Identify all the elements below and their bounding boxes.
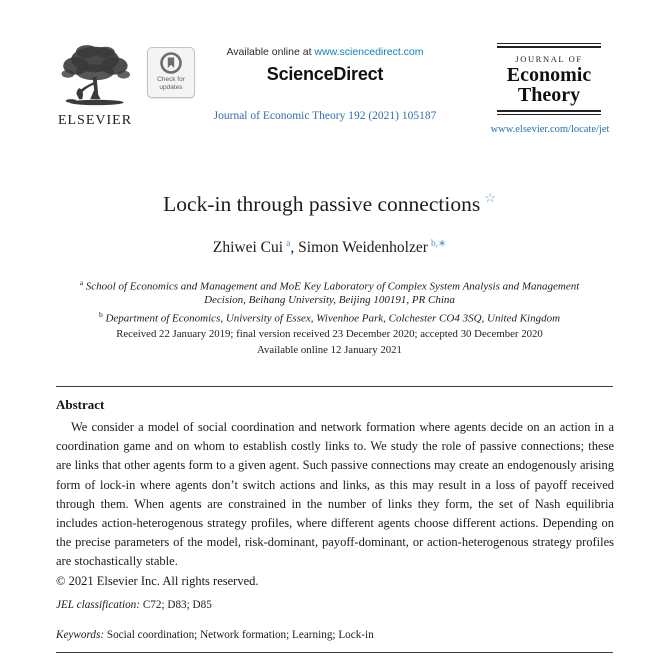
abstract-heading: Abstract (56, 397, 105, 412)
journal-name-line1: Economic (506, 64, 592, 86)
abstract-text: We consider a model of social coordination and network formation where agents decide on an action in a coordination game and on whom to establish costly links to. We study the role of passive connections; these are links that other agents form to a given agent. Such passive connections may create an endogenously arising form of lock-in where agents don’t switch actions and links, as this may result in a loss of payoff received through them. When agents are constrained in the number of links they form, the set of Nash equilibria includes action-heterogenous strategy profiles, where different agents choose different actions. Depending on the precise parameters of the model, risk-dominant, payoff-dominant, or action-heterogenous strategy profiles are stochastically stable. (56, 420, 614, 569)
affiliations-block (69, 276, 590, 326)
history-available-line: Available online 12 January 2021 (257, 343, 402, 356)
history-received-line: Received 22 January 2019; final version received 23 December 2020; accepted 30 December 2020 (116, 328, 543, 340)
affiliation-b-text: Department of Economics, University of Essex, Wivenhoe Park, Colchester CO4 3SQ, United Kingdom (102, 312, 561, 325)
keywords-line (56, 629, 614, 641)
journal-kicker: JOURNAL OF (515, 54, 583, 64)
author-name-2: Simon Weidenholzer (298, 239, 428, 257)
author-line (0, 238, 659, 257)
jel-label: JEL classification: (56, 599, 141, 611)
star-icon[interactable]: ☆ (484, 190, 496, 205)
abstract-top-rule (56, 386, 613, 387)
author-1-affiliation-link[interactable]: a (286, 239, 291, 249)
keywords-value: Social coordination; Network formation; Learning; Lock-in (104, 629, 374, 641)
affiliation-a-marker: a (79, 278, 84, 287)
footer-rule (56, 652, 613, 653)
article-history (0, 327, 659, 358)
abstract-body (56, 418, 614, 591)
author-name-1: Zhiwei Cui (212, 239, 284, 257)
bookmark-icon (160, 52, 182, 74)
affiliation-b-marker: b (98, 309, 103, 319)
journal-box-bottom-rule (497, 110, 601, 115)
elsevier-logo (53, 42, 137, 129)
elsevier-wordmark: ELSEVIER (57, 113, 133, 128)
copyright-line: © 2021 Elsevier Inc. All rights reserved. (56, 573, 259, 588)
available-online-line (190, 46, 460, 58)
jel-value: C72; D83; D85 (140, 599, 212, 611)
affiliation-a (69, 276, 590, 308)
page-title (0, 190, 659, 217)
journal-box-top-rule (497, 43, 601, 48)
elsevier-tree-icon (55, 42, 135, 112)
author-2-affiliation-link[interactable]: b,∗ (431, 239, 447, 249)
check-badge-line2: updates (159, 83, 183, 91)
author-separator: , (290, 239, 299, 257)
sciencedirect-url-link[interactable]: www.sciencedirect.com (314, 46, 424, 58)
journal-homepage-link[interactable]: www.elsevier.com/locate/jet (490, 124, 610, 135)
sciencedirect-brand: ScienceDirect (266, 64, 384, 84)
journal-name-line2: Theory (517, 84, 581, 106)
header-center (190, 46, 460, 85)
jel-classification-line (56, 599, 614, 611)
check-badge-line1: Check for (157, 76, 185, 83)
journal-citation-link[interactable]: Journal of Economic Theory 192 (2021) 105187 (213, 110, 437, 122)
article-title-text: Lock-in through passive connections (163, 192, 481, 216)
affiliation-b (69, 308, 590, 326)
check-for-updates-badge[interactable] (147, 47, 195, 98)
affiliation-a-text: School of Economics and Management and MoE Key Laboratory of Complex System Analysis and Management Decision, Beihang University, Beijing 100191, PR China (83, 280, 580, 307)
available-online-text: Available online at (226, 46, 315, 58)
journal-title-box (497, 43, 601, 115)
keywords-label: Keywords: (56, 629, 105, 641)
